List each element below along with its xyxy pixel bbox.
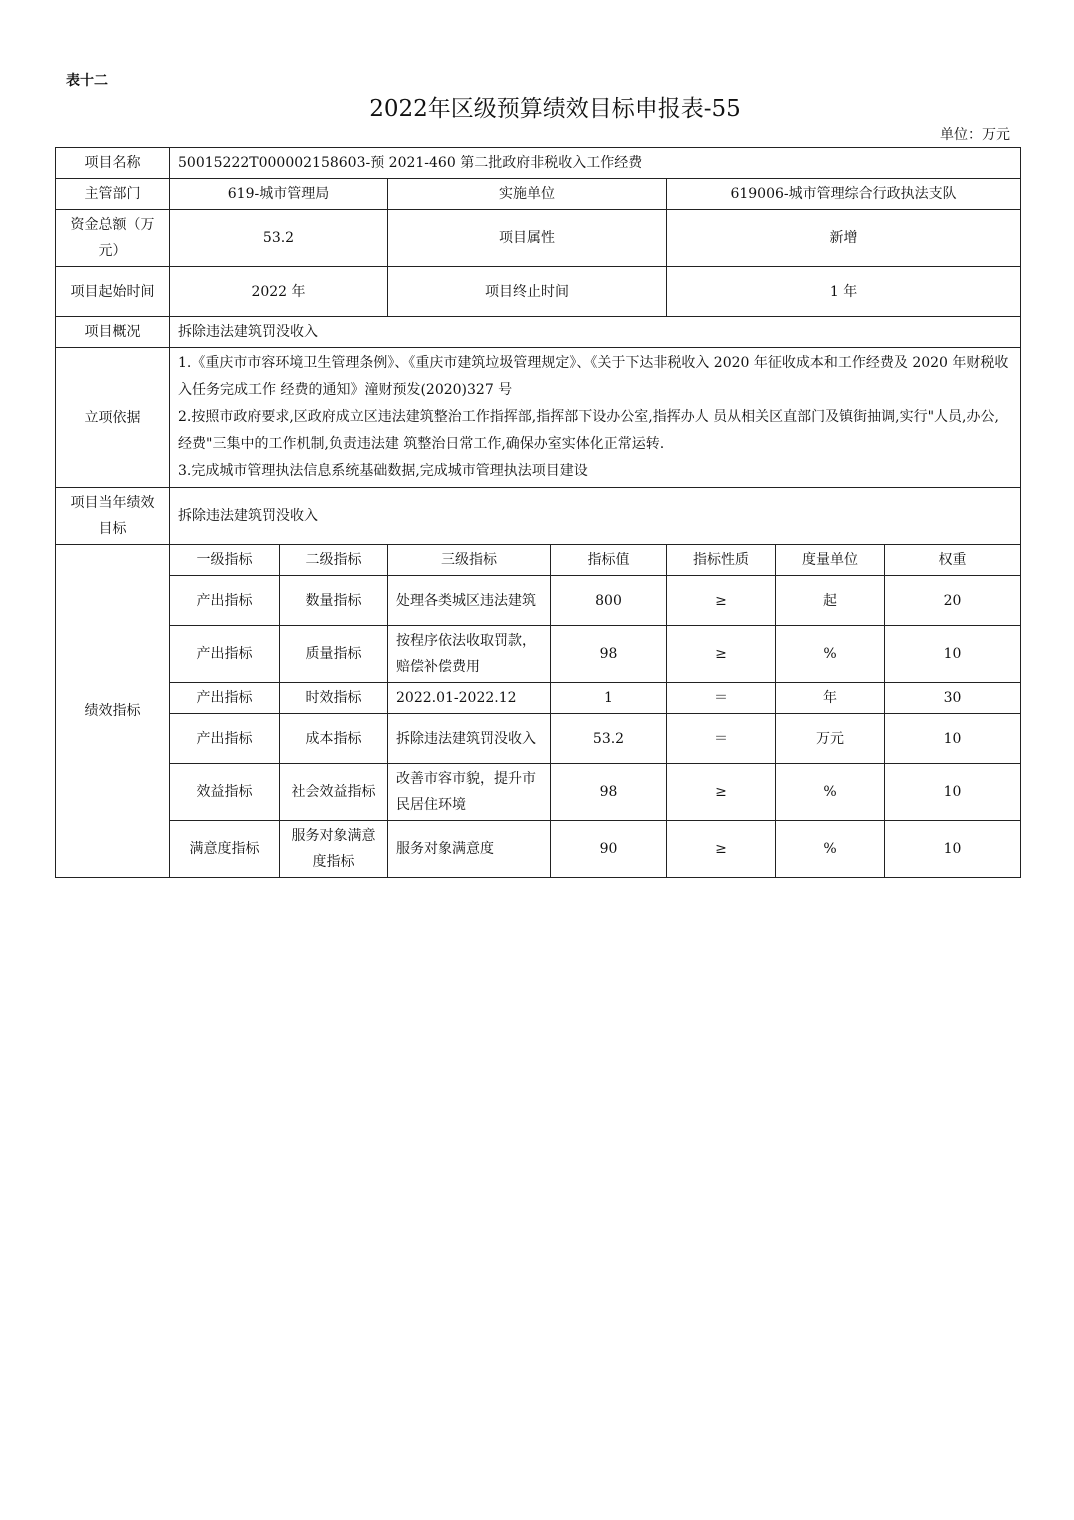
table-cell: 产出指标 [170,576,280,626]
table-cell: 起 [776,576,885,626]
table-cell: ≥ [667,576,776,626]
table-cell: 10 [885,764,1021,821]
goal-value: 拆除违法建筑罚没收入 [170,488,1021,545]
project-name: 50015222T000002158603-预 2021-460 第二批政府非税收入工作经费 [170,148,1021,179]
label-cell: 项目当年绩效目标 [56,488,170,545]
column-header: 权重 [885,545,1021,576]
end-value: 1 年 [667,267,1021,317]
table-cell: 效益指标 [170,764,280,821]
table-cell: 20 [885,576,1021,626]
table-cell: 成本指标 [280,714,388,764]
table-cell: 服务对象满意度指标 [280,821,388,878]
table-cell: 拆除违法建筑罚没收入 [388,714,551,764]
table-cell: 98 [551,764,667,821]
basis-value [170,348,1021,488]
table-cell: 90 [551,821,667,878]
basis-item: 1.《重庆市市容环境卫生管理条例》、《重庆市建筑垃圾管理规定》、《关于下达非税收入 2020 年征收成本和工作经费及 2020 年财税收入任务完成工作 经费的通知》潼财预发(2020)327 号 [178,355,1009,398]
column-header: 度量单位 [776,545,885,576]
start-value: 2022 年 [170,267,388,317]
table-row [56,683,1021,714]
table-cell: 800 [551,576,667,626]
table-cell: 年 [776,683,885,714]
table-cell: ＝ [667,683,776,714]
table-cell: 98 [551,626,667,683]
overview-value: 拆除违法建筑罚没收入 [170,317,1021,348]
label-cell: 项目属性 [388,210,667,267]
table-cell: 万元 [776,714,885,764]
column-header: 三级指标 [388,545,551,576]
dept-value: 619-城市管理局 [170,179,388,210]
table-cell: 2022.01-2022.12 [388,683,551,714]
label-cell: 项目起始时间 [56,267,170,317]
impl-value: 619006-城市管理综合行政执法支队 [667,179,1021,210]
table-row [56,764,1021,821]
table-cell: 改善市容市貌，提升市民居住环境 [388,764,551,821]
attr-value: 新增 [667,210,1021,267]
column-header: 二级指标 [280,545,388,576]
table-cell: ≥ [667,626,776,683]
table-row [56,714,1021,764]
label-cell: 资金总额（万元） [56,210,170,267]
table-cell: % [776,626,885,683]
table-cell: 按程序依法收取罚款，赔偿补偿费用 [388,626,551,683]
table-cell: ≥ [667,821,776,878]
table-row [56,626,1021,683]
table-cell: % [776,764,885,821]
unit-label: 单位：万元 [940,127,1010,143]
table-cell: 数量指标 [280,576,388,626]
column-header: 一级指标 [170,545,280,576]
fund-value: 53.2 [170,210,388,267]
column-header: 指标性质 [667,545,776,576]
label-cell: 项目名称 [56,148,170,179]
table-cell: 53.2 [551,714,667,764]
table-cell: 产出指标 [170,714,280,764]
table-cell: 产出指标 [170,683,280,714]
table-cell: 10 [885,714,1021,764]
basis-item: 3.完成城市管理执法信息系统基础数据,完成城市管理执法项目建设 [178,463,588,479]
table-cell: ＝ [667,714,776,764]
table-cell: 1 [551,683,667,714]
column-header: 指标值 [551,545,667,576]
table-cell: 10 [885,821,1021,878]
basis-item: 2.按照市政府要求,区政府成立区违法建筑整治工作指挥部,指挥部下设办公室,指挥办人 员从相关区直部门及镇街抽调,实行"人员,办公,经费"三集中的工作机制,负责违法建 筑整治日常工作,确保办室实体化正常运转. [178,409,999,452]
table-cell: 处理各类城区违法建筑 [388,576,551,626]
table-cell: ≥ [667,764,776,821]
budget-table [55,147,1021,878]
metrics-label: 绩效指标 [56,545,170,878]
table-cell: 30 [885,683,1021,714]
table-cell: 10 [885,626,1021,683]
table-cell: % [776,821,885,878]
label-cell: 实施单位 [388,179,667,210]
table-number: 表十二 [66,73,108,89]
table-cell: 社会效益指标 [280,764,388,821]
label-cell: 项目终止时间 [388,267,667,317]
table-cell: 时效指标 [280,683,388,714]
table-cell: 服务对象满意度 [388,821,551,878]
table-cell: 满意度指标 [170,821,280,878]
label-cell: 立项依据 [56,348,170,488]
table-cell: 产出指标 [170,626,280,683]
table-row [56,576,1021,626]
label-cell: 主管部门 [56,179,170,210]
label-cell: 项目概况 [56,317,170,348]
table-cell: 质量指标 [280,626,388,683]
table-row [56,821,1021,878]
page-title: 2022年区级预算绩效目标申报表-55 [369,96,741,122]
